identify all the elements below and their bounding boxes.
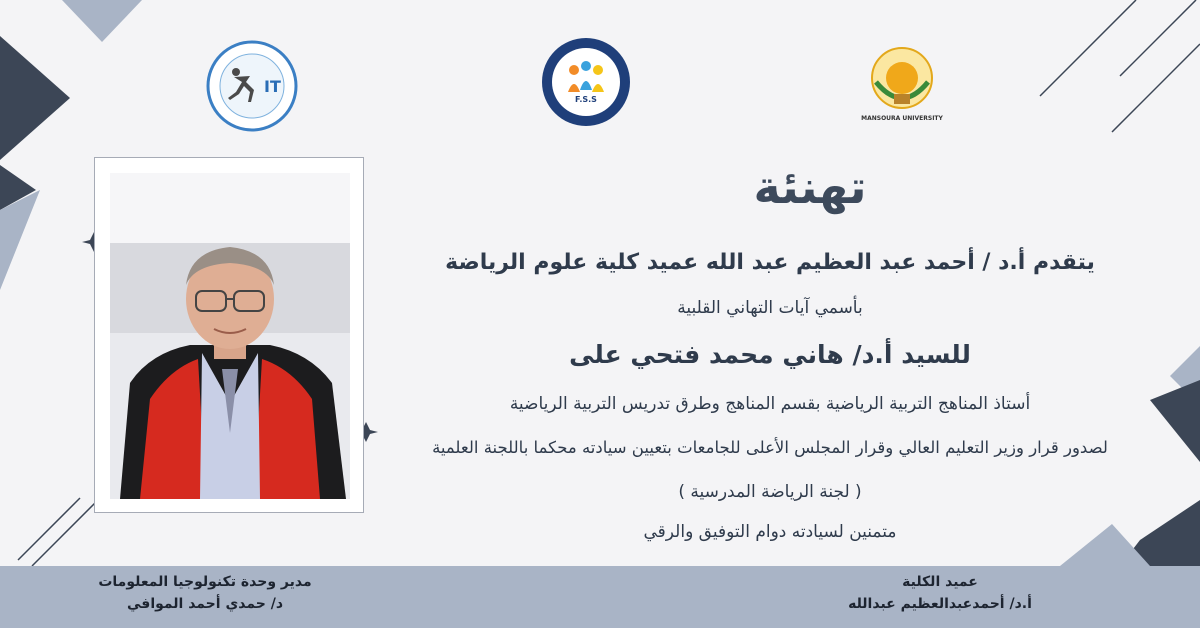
footer-bar <box>0 566 1200 628</box>
position-line: أستاذ المناهج التربية الرياضية بقسم المناهج وطرق تدريس التربية الرياضية <box>509 394 1031 414</box>
it-unit-logo <box>206 40 298 132</box>
svg-text:F.S.S: F.S.S <box>575 95 597 104</box>
dean-title: عميد الكلية <box>902 574 978 590</box>
it-manager-name: د/ حمدي أحمد الموافي <box>126 596 284 612</box>
it-manager-signature <box>80 574 330 612</box>
svg-text:MANSOURA UNIVERSITY: MANSOURA UNIVERSITY <box>861 115 943 122</box>
photo-frame <box>94 157 364 513</box>
wishes-line: بأسمي آيات التهاني القلبية <box>677 298 863 318</box>
closing-line: متمنين لسيادته دوام التوفيق والرقي <box>643 522 897 542</box>
decision-line: لصدور قرار وزير التعليم العالي وقرار المجلس الأعلى للجامعات بتعيين سيادته محكما باللجنة العلمية <box>432 438 1108 457</box>
faculty-sports-logo <box>540 36 632 128</box>
top-left-dark-triangle <box>0 36 70 160</box>
recipient-line: للسيد أ.د/ هاني محمد فتحي على <box>569 340 971 369</box>
svg-text:IT: IT <box>264 77 281 96</box>
dean-signature <box>840 574 1040 612</box>
presenter-line: يتقدم أ.د / أحمد عبد العظيم عبد الله عميد كلية علوم الرياضة <box>445 250 1095 275</box>
it-manager-title: مدير وحدة تكنولوجيا المعلومات <box>98 574 312 590</box>
top-left-light-triangle <box>62 0 142 42</box>
flower-icon <box>872 48 932 108</box>
portrait-photo <box>110 173 350 499</box>
mansoura-university-logo <box>856 36 948 128</box>
page-title: تهنئة <box>753 160 867 214</box>
dean-name: أ.د/ أحمدعبدالعظيم عبدالله <box>848 596 1032 612</box>
committee-line: ( لجنة الرياضة المدرسية ) <box>678 482 862 502</box>
right-dark-triangle <box>1150 380 1200 462</box>
